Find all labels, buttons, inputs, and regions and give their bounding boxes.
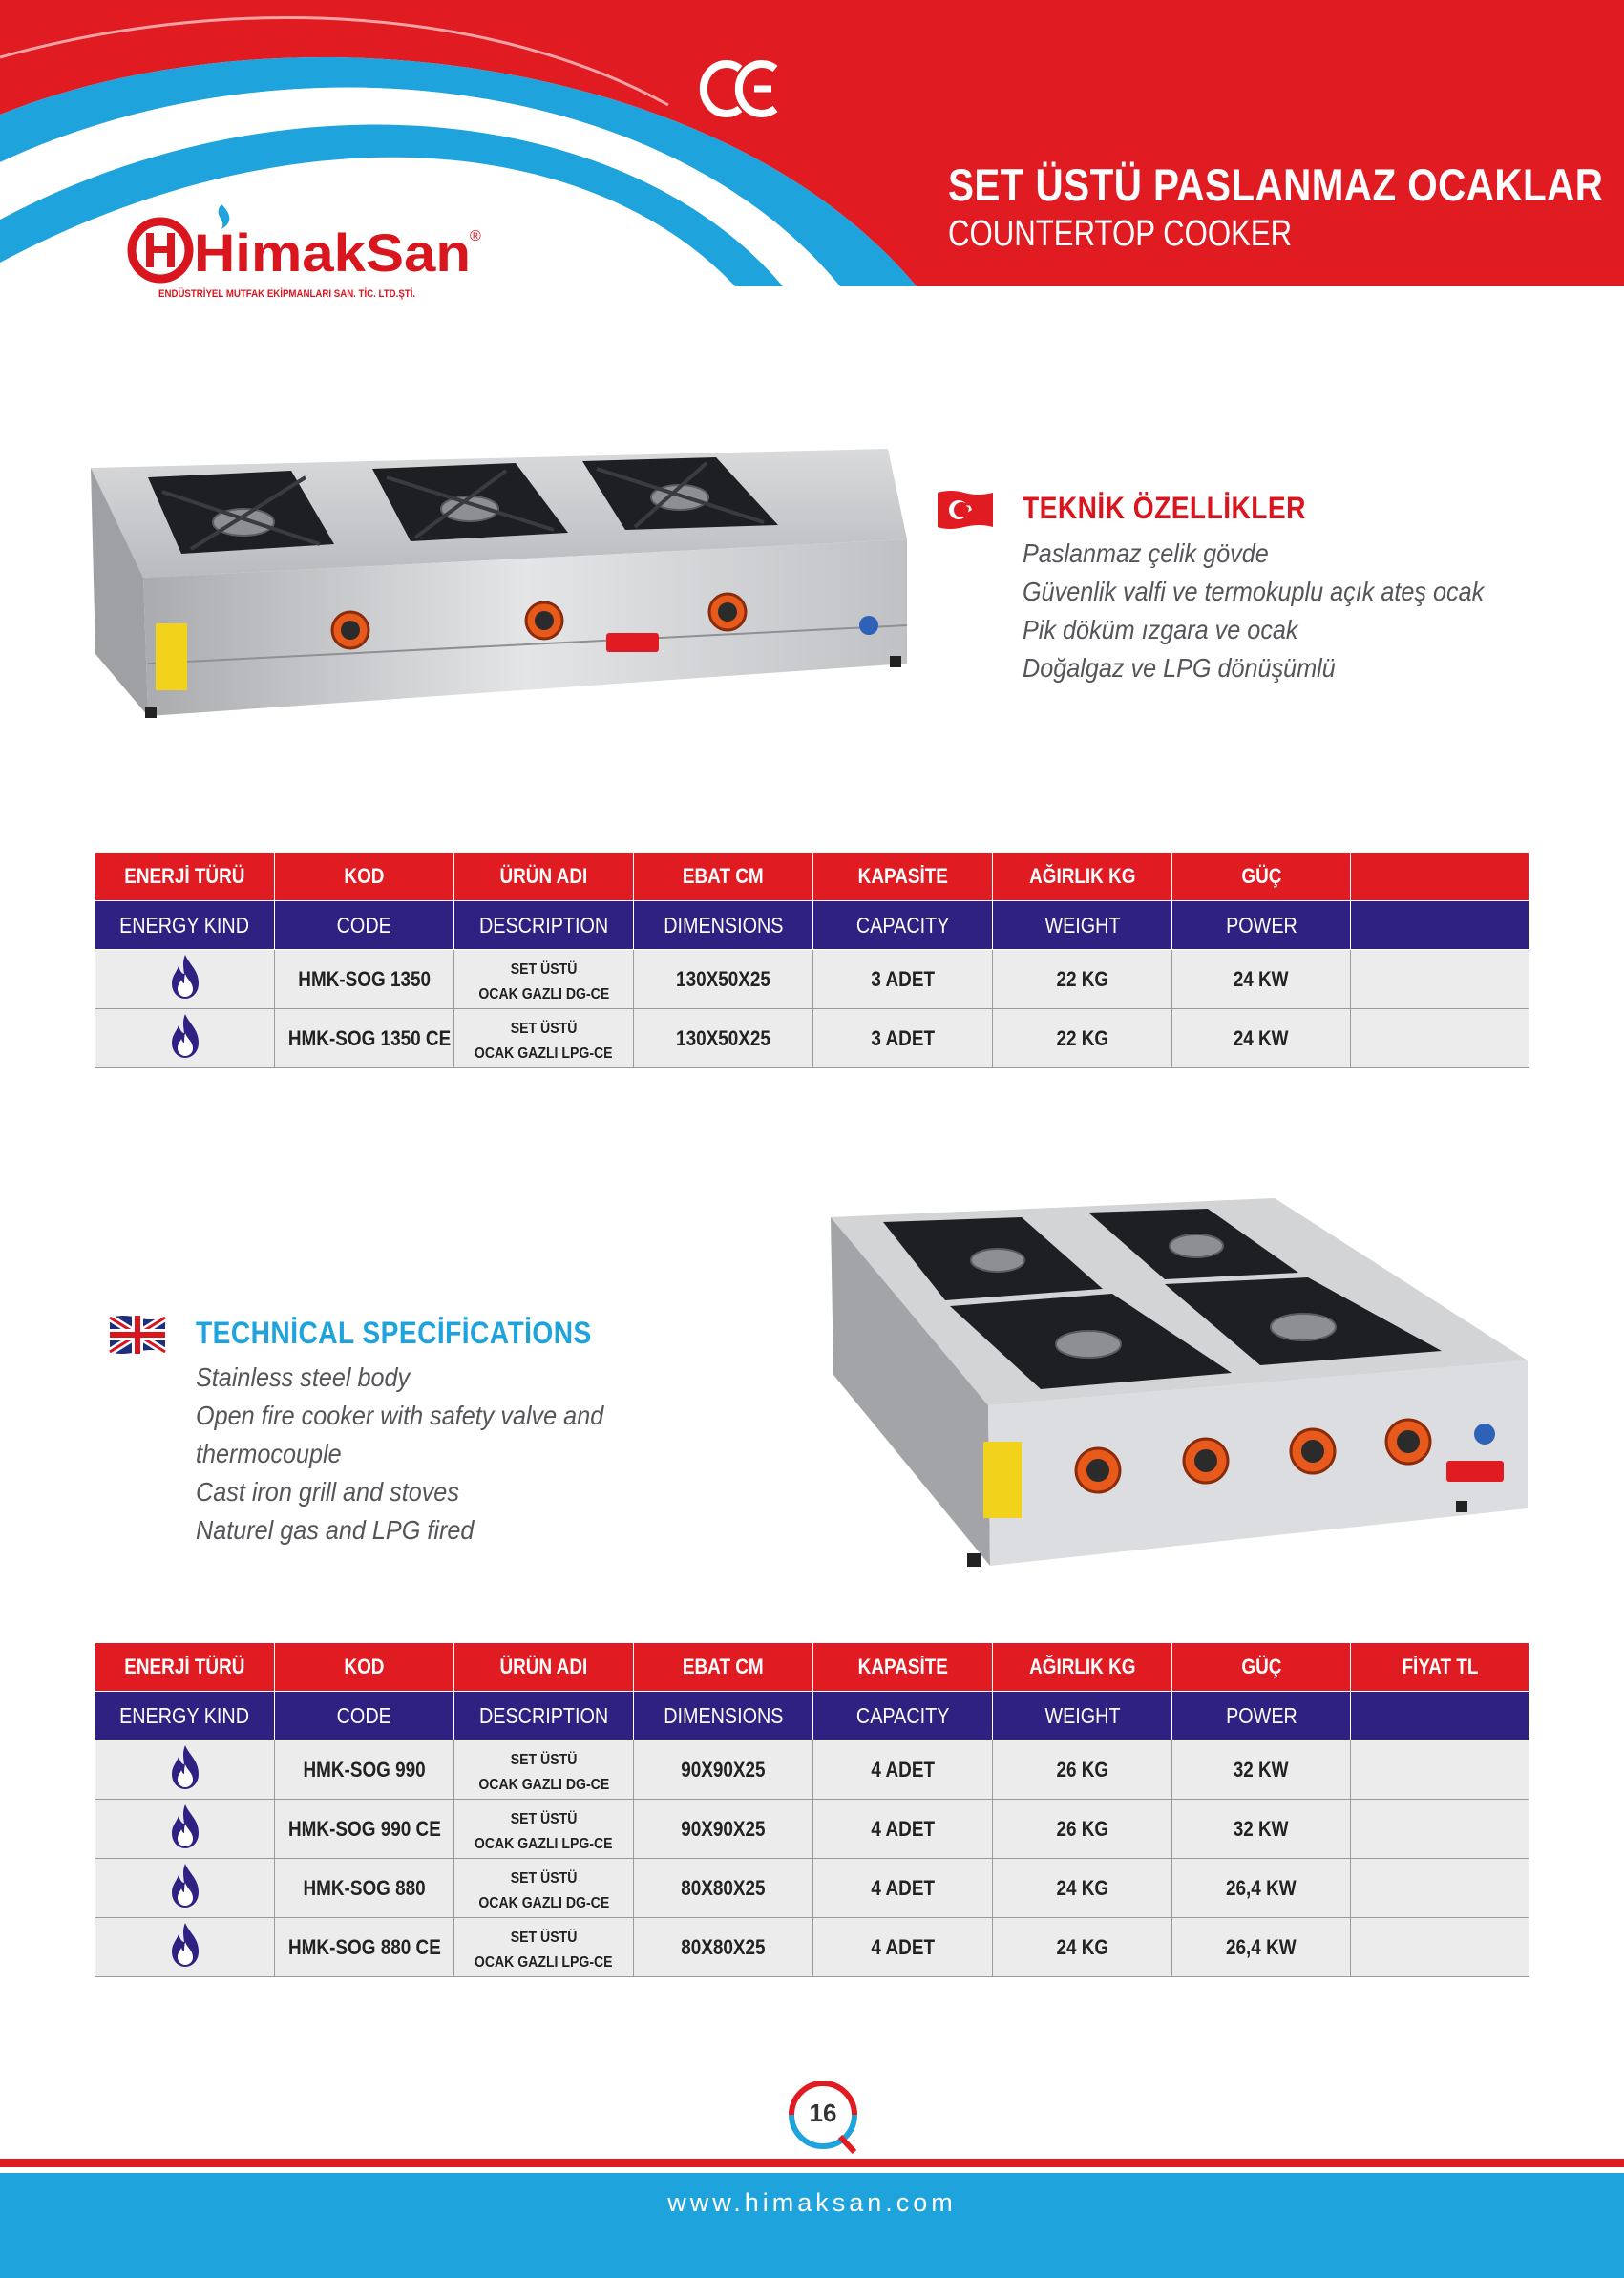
table-header-row-tr xyxy=(95,1643,1529,1692)
table-header-cell xyxy=(634,1692,813,1740)
gas-flame-icon xyxy=(166,1921,204,1969)
code-cell xyxy=(275,1918,454,1977)
capacity-cell xyxy=(813,1009,993,1068)
table-header-label: ÜRÜN ADI xyxy=(499,864,588,888)
code-cell xyxy=(275,950,454,1009)
capacity-value: 4 ADET xyxy=(871,1875,935,1900)
english-specs-list xyxy=(196,1359,649,1550)
power-cell xyxy=(1172,1918,1351,1977)
table-header-label: GÜÇ xyxy=(1240,864,1282,888)
gas-flame-icon xyxy=(166,953,204,1001)
description-line: SET ÜSTÜ xyxy=(510,1929,578,1946)
table-header-label: DIMENSIONS xyxy=(663,1702,784,1728)
description-cell xyxy=(454,1859,634,1918)
power-value: 24 KW xyxy=(1234,966,1289,991)
capacity-value: 4 ADET xyxy=(871,1934,935,1959)
gas-flame-icon xyxy=(166,1012,204,1060)
dimensions-cell xyxy=(634,1918,813,1977)
dimensions-cell xyxy=(634,950,813,1009)
english-spec-line: Stainless steel body xyxy=(196,1362,411,1392)
table-header-cell xyxy=(275,853,454,901)
table-header-cell xyxy=(454,853,634,901)
product-code: HMK-SOG 990 xyxy=(303,1757,426,1782)
description-cell xyxy=(454,950,634,1009)
turkish-spec-line: Paslanmaz çelik gövde xyxy=(1023,538,1269,568)
capacity-value: 3 ADET xyxy=(871,1025,935,1050)
table-header-cell xyxy=(1351,853,1529,901)
table-header-cell xyxy=(993,901,1172,950)
table-header-label: DIMENSIONS xyxy=(663,912,784,938)
code-cell xyxy=(275,1009,454,1068)
page-title: SET ÜSTÜ PASLANMAZ OCAKLAR xyxy=(948,159,1604,210)
table-header-cell xyxy=(275,1643,454,1692)
gas-flame-icon xyxy=(166,1743,204,1791)
table-header-cell xyxy=(993,1692,1172,1740)
table-header-cell xyxy=(95,901,275,950)
table-header-label: AĞIRLIK KG xyxy=(1028,1655,1136,1678)
table-header-cell xyxy=(95,1692,275,1740)
product-code: HMK-SOG 1350 xyxy=(298,966,431,991)
weight-cell xyxy=(993,1740,1172,1800)
table-header-label: EBAT CM xyxy=(683,864,764,888)
dimensions-value: 80X80X25 xyxy=(681,1934,766,1959)
table-header-label: DESCRIPTION xyxy=(478,912,609,938)
code-cell xyxy=(275,1740,454,1800)
description-cell xyxy=(454,1800,634,1859)
capacity-cell xyxy=(813,1740,993,1800)
power-value: 24 KW xyxy=(1234,1025,1289,1050)
dimensions-cell xyxy=(634,1009,813,1068)
table-header-row-en xyxy=(95,901,1529,950)
table-header-cell xyxy=(1351,901,1529,950)
dimensions-cell xyxy=(634,1800,813,1859)
product-code: HMK-SOG 1350 CE xyxy=(287,1025,452,1050)
table-header-cell xyxy=(634,901,813,950)
table-header-label: POWER xyxy=(1225,1702,1297,1728)
table-header-label: ÜRÜN ADI xyxy=(499,1655,588,1678)
capacity-value: 4 ADET xyxy=(871,1757,935,1782)
power-value: 26,4 KW xyxy=(1226,1875,1297,1900)
table-header-label: ENERGY KIND xyxy=(119,1702,250,1728)
table-header-cell xyxy=(454,1643,634,1692)
svg-text:HimakSan: HimakSan xyxy=(194,222,471,283)
dimensions-value: 130X50X25 xyxy=(676,1025,770,1050)
description-line: OCAK GAZLI LPG-CE xyxy=(475,1044,613,1062)
dimensions-value: 80X80X25 xyxy=(681,1875,766,1900)
energy-cell xyxy=(95,1800,275,1859)
table-header-cell xyxy=(275,901,454,950)
table-header-label: ENERGY KIND xyxy=(119,912,250,938)
table-header-cell xyxy=(1351,1692,1529,1740)
table-header-cell xyxy=(1172,1643,1351,1692)
logo-tagline: ENDÜSTRİYEL MUTFAK EKİPMANLARI SAN. TİC. LTD.ŞTİ. xyxy=(158,288,416,300)
table-header-label: POWER xyxy=(1225,912,1297,938)
capacity-cell xyxy=(813,950,993,1009)
dimensions-value: 90X90X25 xyxy=(681,1816,766,1841)
table-header-label: CODE xyxy=(336,1702,392,1728)
table-header-label: AĞIRLIK KG xyxy=(1028,864,1136,888)
description-line: OCAK GAZLI LPG-CE xyxy=(475,1953,613,1971)
table-header-label: KOD xyxy=(344,864,385,888)
table-header-cell xyxy=(1172,901,1351,950)
table-header-cell xyxy=(1172,1692,1351,1740)
weight-value: 22 KG xyxy=(1056,1025,1108,1050)
weight-value: 24 KG xyxy=(1056,1875,1108,1900)
power-cell xyxy=(1172,950,1351,1009)
price-cell xyxy=(1351,950,1529,1009)
table-header-label: CAPACITY xyxy=(855,912,950,938)
table-header-cell xyxy=(993,853,1172,901)
table-header-row-tr xyxy=(95,853,1529,901)
english-spec-line: Cast iron grill and stoves xyxy=(196,1477,459,1507)
table-header-cell xyxy=(275,1692,454,1740)
product-table-four-burner xyxy=(95,1642,1529,1977)
power-cell xyxy=(1172,1859,1351,1918)
code-cell xyxy=(275,1859,454,1918)
table-header-cell xyxy=(813,901,993,950)
table-header-label: KAPASİTE xyxy=(857,864,948,888)
description-line: SET ÜSTÜ xyxy=(510,1810,578,1827)
power-value: 26,4 KW xyxy=(1226,1934,1297,1959)
power-cell xyxy=(1172,1800,1351,1859)
turkish-spec-line: Güvenlik valfi ve termokuplu açık ateş ocak xyxy=(1023,577,1485,606)
turkish-flag-icon xyxy=(936,489,995,531)
table-header-row-en xyxy=(95,1692,1529,1740)
weight-cell xyxy=(993,1918,1172,1977)
power-cell xyxy=(1172,1009,1351,1068)
description-cell xyxy=(454,1009,634,1068)
weight-cell xyxy=(993,1009,1172,1068)
energy-cell xyxy=(95,1740,275,1800)
energy-cell xyxy=(95,950,275,1009)
gas-flame-icon xyxy=(166,1803,204,1850)
power-value: 32 KW xyxy=(1234,1757,1289,1782)
dimensions-value: 90X90X25 xyxy=(681,1757,766,1782)
page-subtitle: COUNTERTOP COOKER xyxy=(948,214,1293,254)
table-header-cell xyxy=(813,1643,993,1692)
table-header-cell xyxy=(454,901,634,950)
description-line: OCAK GAZLI DG-CE xyxy=(478,1894,609,1911)
svg-text:®: ® xyxy=(470,228,481,244)
table-header-cell xyxy=(813,1692,993,1740)
product-table-three-burner xyxy=(95,852,1529,1068)
description-line: SET ÜSTÜ xyxy=(510,960,578,978)
capacity-value: 3 ADET xyxy=(871,966,935,991)
table-header-cell xyxy=(813,853,993,901)
table-header-label: CAPACITY xyxy=(855,1702,950,1728)
description-cell xyxy=(454,1740,634,1800)
table-header-cell xyxy=(95,853,275,901)
price-cell xyxy=(1351,1800,1529,1859)
table-row xyxy=(95,1740,1529,1800)
table-header-label: DESCRIPTION xyxy=(478,1702,609,1728)
price-cell xyxy=(1351,1859,1529,1918)
table-header-label: EBAT CM xyxy=(683,1655,764,1678)
capacity-cell xyxy=(813,1800,993,1859)
english-specs-heading: TECHNİCAL SPECİFİCATİONS xyxy=(196,1316,592,1350)
energy-cell xyxy=(95,1009,275,1068)
product-code: HMK-SOG 880 CE xyxy=(287,1934,441,1959)
page-number: 16 xyxy=(809,2099,837,2127)
price-cell xyxy=(1351,1918,1529,1977)
description-line: SET ÜSTÜ xyxy=(510,1751,578,1768)
gas-flame-icon xyxy=(166,1862,204,1909)
description-line: SET ÜSTÜ xyxy=(510,1869,578,1887)
english-spec-line: Open fire cooker with safety valve and xyxy=(196,1401,604,1430)
table-header-label: FİYAT TL xyxy=(1402,1655,1478,1678)
dimensions-cell xyxy=(634,1859,813,1918)
english-spec-line: thermocouple xyxy=(196,1439,342,1468)
table-header-cell xyxy=(634,853,813,901)
energy-cell xyxy=(95,1859,275,1918)
price-cell xyxy=(1351,1740,1529,1800)
weight-cell xyxy=(993,1859,1172,1918)
table-header-label: KAPASİTE xyxy=(857,1655,948,1678)
price-cell xyxy=(1351,1009,1529,1068)
power-value: 32 KW xyxy=(1234,1816,1289,1841)
turkish-specs-heading: TEKNİK ÖZELLİKLER xyxy=(1023,491,1306,525)
weight-value: 22 KG xyxy=(1056,966,1108,991)
description-line: OCAK GAZLI DG-CE xyxy=(478,1776,609,1793)
table-row xyxy=(95,1800,1529,1859)
dimensions-cell xyxy=(634,1740,813,1800)
uk-flag-icon xyxy=(108,1314,167,1356)
table-header-label: ENERJİ TÜRÜ xyxy=(124,1655,245,1678)
table-header-cell xyxy=(1351,1643,1529,1692)
weight-value: 26 KG xyxy=(1056,1757,1108,1782)
product-code: HMK-SOG 880 xyxy=(303,1875,426,1900)
english-spec-line: Naturel gas and LPG fired xyxy=(196,1515,475,1545)
footer-website-link[interactable]: www.himaksan.com xyxy=(667,2188,957,2217)
dimensions-value: 130X50X25 xyxy=(676,966,770,991)
description-line: OCAK GAZLI LPG-CE xyxy=(475,1835,613,1852)
weight-value: 24 KG xyxy=(1056,1934,1108,1959)
product-image-three-burner xyxy=(86,434,926,740)
table-header-cell xyxy=(454,1692,634,1740)
product-image-four-burner xyxy=(826,1193,1532,1575)
capacity-cell xyxy=(813,1859,993,1918)
description-cell xyxy=(454,1918,634,1977)
table-header-cell xyxy=(634,1643,813,1692)
capacity-cell xyxy=(813,1918,993,1977)
power-cell xyxy=(1172,1740,1351,1800)
weight-value: 26 KG xyxy=(1056,1816,1108,1841)
weight-cell xyxy=(993,950,1172,1009)
table-header-label: KOD xyxy=(344,1655,385,1678)
capacity-value: 4 ADET xyxy=(871,1816,935,1841)
table-header-label: WEIGHT xyxy=(1044,1702,1121,1728)
product-code: HMK-SOG 990 CE xyxy=(287,1816,441,1841)
table-header-cell xyxy=(993,1643,1172,1692)
header-banner xyxy=(0,0,1624,286)
description-line: SET ÜSTÜ xyxy=(510,1020,578,1037)
table-row xyxy=(95,1859,1529,1918)
table-header-cell xyxy=(95,1643,275,1692)
code-cell xyxy=(275,1800,454,1859)
table-header-label: CODE xyxy=(336,912,392,938)
table-header-label: GÜÇ xyxy=(1240,1655,1282,1678)
table-row xyxy=(95,1009,1529,1068)
turkish-specs-list xyxy=(1023,535,1535,687)
table-header-label: WEIGHT xyxy=(1044,912,1121,938)
weight-cell xyxy=(993,1800,1172,1859)
table-header-cell xyxy=(1172,853,1351,901)
turkish-spec-line: Doğalgaz ve LPG dönüşümlü xyxy=(1023,653,1336,683)
table-row xyxy=(95,1918,1529,1977)
table-header-label: ENERJİ TÜRÜ xyxy=(124,864,245,888)
description-line: OCAK GAZLI DG-CE xyxy=(478,985,609,1002)
turkish-spec-line: Pik döküm ızgara ve ocak xyxy=(1023,615,1298,644)
table-row xyxy=(95,950,1529,1009)
energy-cell xyxy=(95,1918,275,1977)
